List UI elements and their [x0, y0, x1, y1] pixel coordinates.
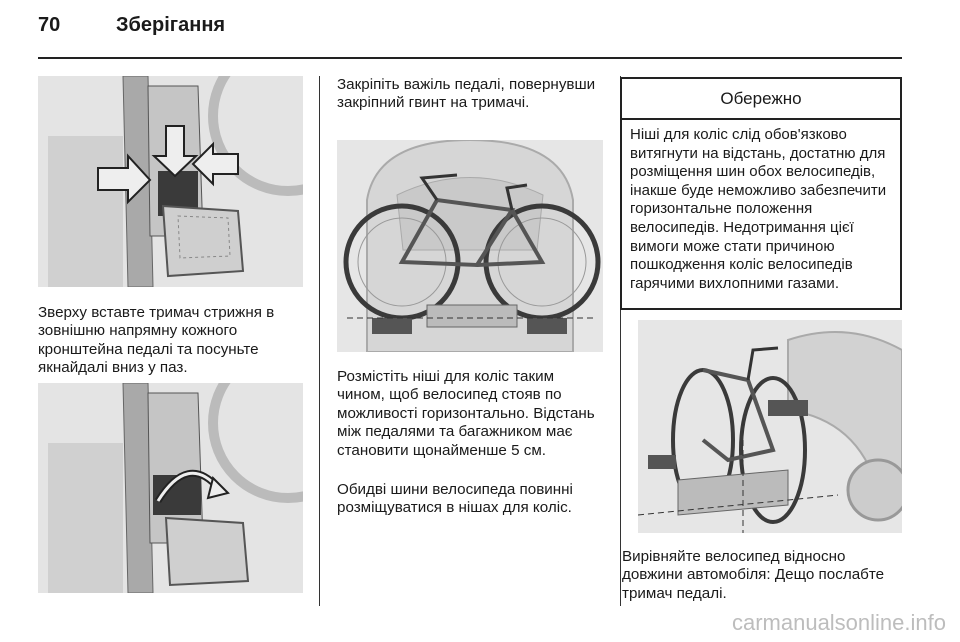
figure-pedal-holder-slide [38, 383, 303, 593]
figure-bicycle-rear-view [337, 140, 603, 352]
caption-insert-holder: Зверху вставте тримач стрижня в зовнішню напрямну кожного кронштейна педалі та посуньте якнайдалі вниз у паз. [38, 304, 275, 377]
paragraph-align-bicycle: Вирівняйте велосипед відносно довжини автомобіля: Дещо послабте тримач педалі. [622, 548, 885, 602]
caution-text: Ніші для коліс слід обов'язково витягнути на відстань, достатню для розміщення шин обох велосипедів, інакше буде неможливо забезпечити горизонтальне положення велосипедів. Недотримання цієї вимоги може стати причиною пошкодження коліс велосипедів гарячими вихлопними газами. [630, 126, 887, 292]
page-number: 70 [38, 14, 61, 36]
figure-bicycle-side-view [638, 320, 902, 533]
caution-box [620, 77, 902, 310]
caution-title: Обережно [622, 79, 900, 120]
header-rule [38, 57, 902, 59]
paragraph-position-wheel-slots: Розмістіть ніші для коліс таким чином, щоб велосипед стояв по можливості горизонтально. Відстань між педалями та багажником має становити щонайменше 5 см. [337, 368, 595, 459]
paragraph-tighten-lever: Закріпіть важіль педалі, повернувши закріпний гвинт на тримачі. [337, 76, 596, 112]
paragraph-tires-in-slots: Обидві шини велосипеда повинні розміщуватися в нішах для коліс. [337, 481, 573, 517]
column-separator-1 [319, 76, 320, 606]
figure-pedal-holder-insert [38, 76, 303, 287]
watermark: carmanualsonline.info [731, 610, 946, 635]
section-title: Зберігання [116, 14, 226, 36]
